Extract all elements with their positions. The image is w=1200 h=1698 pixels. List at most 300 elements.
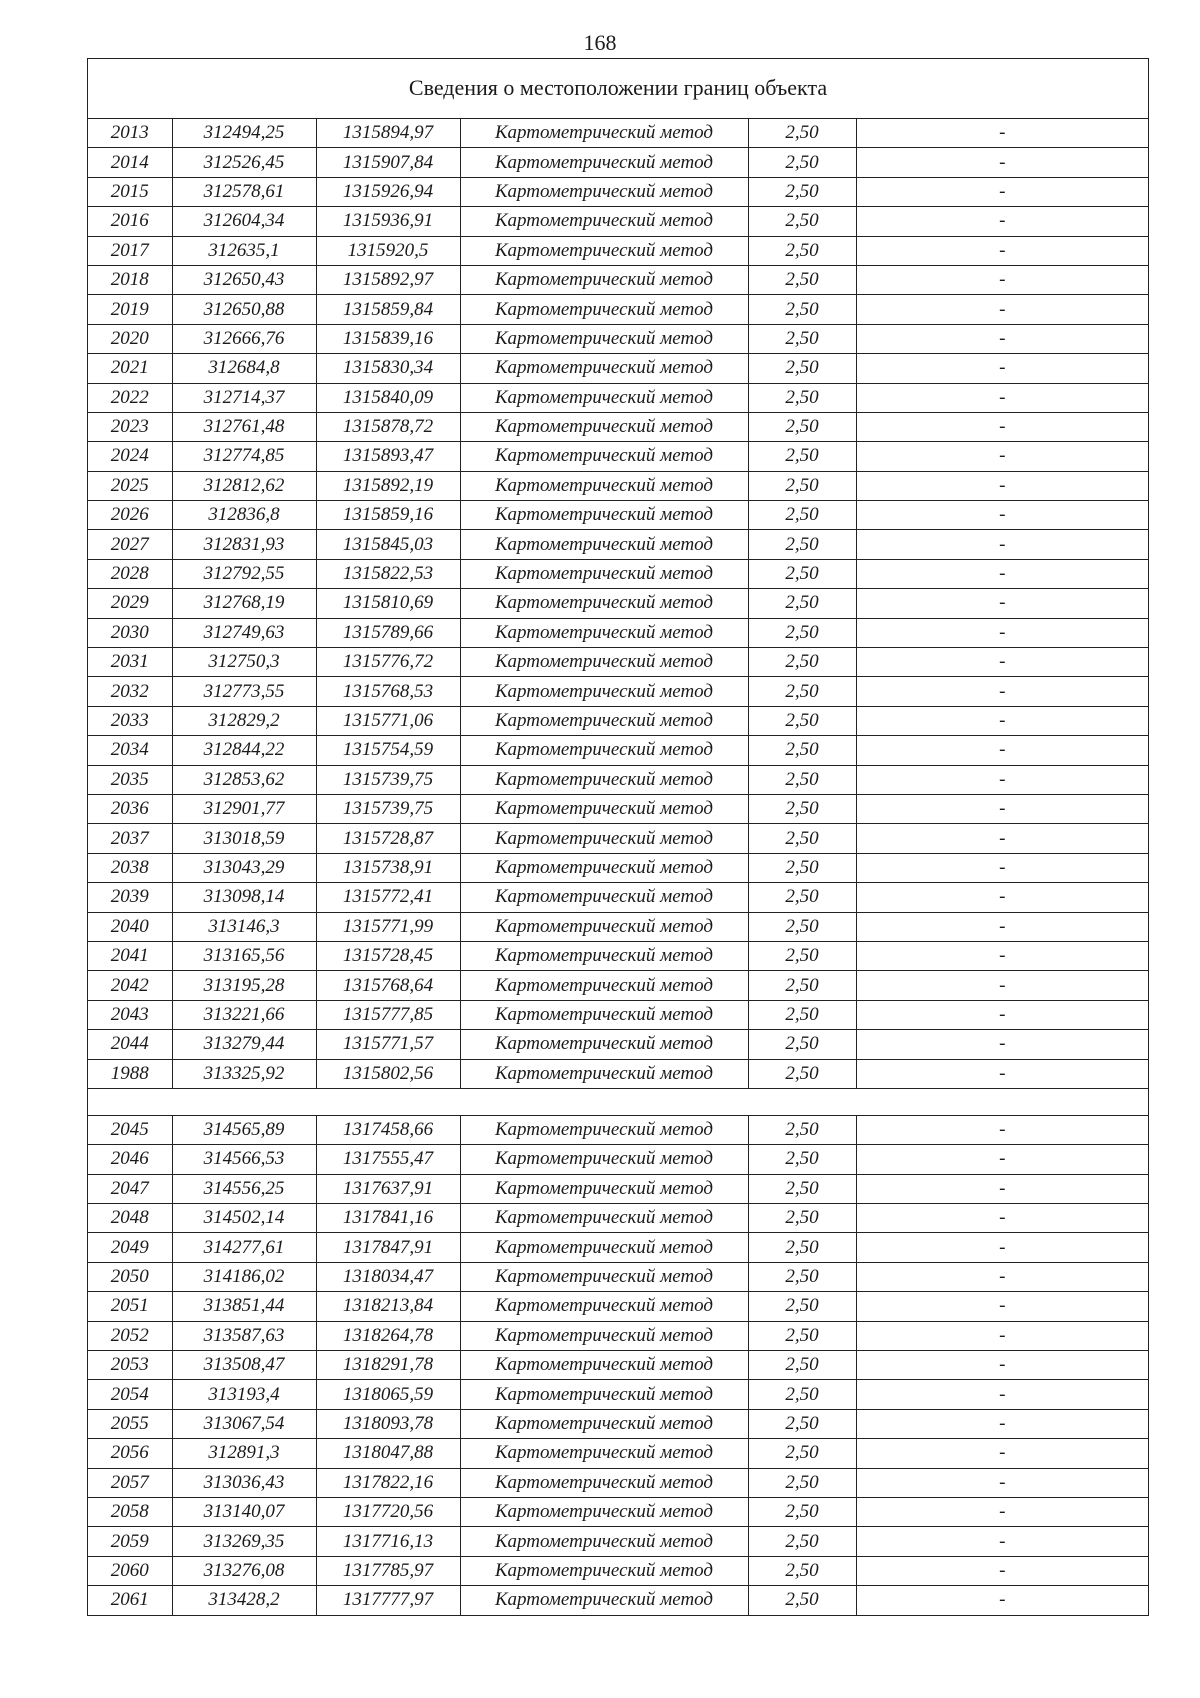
description-cell: -: [856, 765, 1148, 794]
description-cell: -: [856, 295, 1148, 324]
x-coordinate-cell: 312635,1: [172, 236, 316, 265]
accuracy-cell: 2,50: [748, 1000, 856, 1029]
method-cell: Картометрический метод: [460, 501, 748, 530]
table-row: [88, 354, 1148, 383]
x-coordinate-cell: 312578,61: [172, 177, 316, 206]
method-cell: Картометрический метод: [460, 177, 748, 206]
description-cell: -: [856, 941, 1148, 970]
section-separator-row: [88, 1088, 1148, 1115]
description-cell: -: [856, 354, 1148, 383]
method-cell: Картометрический метод: [460, 794, 748, 823]
x-coordinate-cell: 312750,3: [172, 648, 316, 677]
point-number-cell: 2031: [88, 648, 172, 677]
table-row: [88, 295, 1148, 324]
x-coordinate-cell: 312604,34: [172, 207, 316, 236]
point-number-cell: 1988: [88, 1059, 172, 1088]
accuracy-cell: 2,50: [748, 1204, 856, 1233]
accuracy-cell: 2,50: [748, 1262, 856, 1291]
table-row: [88, 1556, 1148, 1585]
x-coordinate-cell: 314186,02: [172, 1262, 316, 1291]
y-coordinate-cell: 1315859,84: [316, 295, 460, 324]
x-coordinate-cell: 312650,43: [172, 265, 316, 294]
point-number-cell: 2023: [88, 412, 172, 441]
description-cell: -: [856, 736, 1148, 765]
point-number-cell: 2019: [88, 295, 172, 324]
table-row: [88, 677, 1148, 706]
accuracy-cell: 2,50: [748, 1439, 856, 1468]
accuracy-cell: 2,50: [748, 1292, 856, 1321]
point-number-cell: 2058: [88, 1497, 172, 1526]
point-number-cell: 2041: [88, 941, 172, 970]
accuracy-cell: 2,50: [748, 295, 856, 324]
method-cell: Картометрический метод: [460, 971, 748, 1000]
method-cell: Картометрический метод: [460, 1000, 748, 1029]
y-coordinate-cell: 1315859,16: [316, 501, 460, 530]
accuracy-cell: 2,50: [748, 1586, 856, 1615]
method-cell: Картометрический метод: [460, 765, 748, 794]
accuracy-cell: 2,50: [748, 119, 856, 148]
description-cell: -: [856, 589, 1148, 618]
method-cell: Картометрический метод: [460, 1380, 748, 1409]
point-number-cell: 2028: [88, 559, 172, 588]
method-cell: Картометрический метод: [460, 295, 748, 324]
y-coordinate-cell: 1315739,75: [316, 765, 460, 794]
table-row: [88, 912, 1148, 941]
accuracy-cell: 2,50: [748, 471, 856, 500]
description-cell: -: [856, 559, 1148, 588]
section-separator-cell: [88, 1088, 1148, 1115]
x-coordinate-cell: 312714,37: [172, 383, 316, 412]
description-cell: -: [856, 971, 1148, 1000]
x-coordinate-cell: 313279,44: [172, 1030, 316, 1059]
point-number-cell: 2016: [88, 207, 172, 236]
accuracy-cell: 2,50: [748, 1233, 856, 1262]
method-cell: Картометрический метод: [460, 677, 748, 706]
description-cell: -: [856, 177, 1148, 206]
table-row: [88, 1497, 1148, 1526]
description-cell: -: [856, 148, 1148, 177]
description-cell: -: [856, 236, 1148, 265]
y-coordinate-cell: 1315728,87: [316, 824, 460, 853]
method-cell: Картометрический метод: [460, 119, 748, 148]
point-number-cell: 2055: [88, 1409, 172, 1438]
point-number-cell: 2052: [88, 1321, 172, 1350]
description-cell: -: [856, 442, 1148, 471]
point-number-cell: 2050: [88, 1262, 172, 1291]
table-row: [88, 1351, 1148, 1380]
accuracy-cell: 2,50: [748, 618, 856, 647]
description-cell: -: [856, 501, 1148, 530]
method-cell: Картометрический метод: [460, 706, 748, 735]
table-row: [88, 1174, 1148, 1203]
x-coordinate-cell: 313508,47: [172, 1351, 316, 1380]
point-number-cell: 2056: [88, 1439, 172, 1468]
description-cell: -: [856, 1262, 1148, 1291]
method-cell: Картометрический метод: [460, 1321, 748, 1350]
table-row: [88, 1204, 1148, 1233]
point-number-cell: 2030: [88, 618, 172, 647]
description-cell: -: [856, 265, 1148, 294]
description-cell: -: [856, 530, 1148, 559]
x-coordinate-cell: 314556,25: [172, 1174, 316, 1203]
point-number-cell: 2025: [88, 471, 172, 500]
table-row: [88, 971, 1148, 1000]
y-coordinate-cell: 1315894,97: [316, 119, 460, 148]
point-number-cell: 2054: [88, 1380, 172, 1409]
y-coordinate-cell: 1317822,16: [316, 1468, 460, 1497]
accuracy-cell: 2,50: [748, 589, 856, 618]
method-cell: Картометрический метод: [460, 1233, 748, 1262]
description-cell: -: [856, 471, 1148, 500]
point-number-cell: 2040: [88, 912, 172, 941]
x-coordinate-cell: 312853,62: [172, 765, 316, 794]
table-row: [88, 207, 1148, 236]
x-coordinate-cell: 312773,55: [172, 677, 316, 706]
accuracy-cell: 2,50: [748, 794, 856, 823]
x-coordinate-cell: 312891,3: [172, 1439, 316, 1468]
description-cell: -: [856, 1497, 1148, 1526]
method-cell: Картометрический метод: [460, 1497, 748, 1526]
method-cell: Картометрический метод: [460, 648, 748, 677]
point-number-cell: 2024: [88, 442, 172, 471]
accuracy-cell: 2,50: [748, 265, 856, 294]
table-row: [88, 1059, 1148, 1088]
y-coordinate-cell: 1318291,78: [316, 1351, 460, 1380]
method-cell: Картометрический метод: [460, 1351, 748, 1380]
accuracy-cell: 2,50: [748, 765, 856, 794]
point-number-cell: 2033: [88, 706, 172, 735]
point-number-cell: 2053: [88, 1351, 172, 1380]
y-coordinate-cell: 1315936,91: [316, 207, 460, 236]
point-number-cell: 2014: [88, 148, 172, 177]
table-row: [88, 736, 1148, 765]
description-cell: -: [856, 1586, 1148, 1615]
x-coordinate-cell: 312768,19: [172, 589, 316, 618]
x-coordinate-cell: 313067,54: [172, 1409, 316, 1438]
method-cell: Картометрический метод: [460, 1115, 748, 1144]
coordinates-table: [88, 119, 1148, 1615]
y-coordinate-cell: 1318264,78: [316, 1321, 460, 1350]
accuracy-cell: 2,50: [748, 1115, 856, 1144]
y-coordinate-cell: 1317716,13: [316, 1527, 460, 1556]
method-cell: Картометрический метод: [460, 883, 748, 912]
accuracy-cell: 2,50: [748, 383, 856, 412]
accuracy-cell: 2,50: [748, 442, 856, 471]
y-coordinate-cell: 1315771,99: [316, 912, 460, 941]
description-cell: -: [856, 1174, 1148, 1203]
y-coordinate-cell: 1315845,03: [316, 530, 460, 559]
description-cell: -: [856, 912, 1148, 941]
table-row: [88, 1233, 1148, 1262]
description-cell: -: [856, 412, 1148, 441]
y-coordinate-cell: 1315830,34: [316, 354, 460, 383]
accuracy-cell: 2,50: [748, 1059, 856, 1088]
y-coordinate-cell: 1317637,91: [316, 1174, 460, 1203]
y-coordinate-cell: 1315789,66: [316, 618, 460, 647]
point-number-cell: 2051: [88, 1292, 172, 1321]
description-cell: -: [856, 1380, 1148, 1409]
y-coordinate-cell: 1318034,47: [316, 1262, 460, 1291]
table-row: [88, 1527, 1148, 1556]
point-number-cell: 2048: [88, 1204, 172, 1233]
y-coordinate-cell: 1318065,59: [316, 1380, 460, 1409]
table-row: [88, 119, 1148, 148]
x-coordinate-cell: 312829,2: [172, 706, 316, 735]
description-cell: -: [856, 119, 1148, 148]
y-coordinate-cell: 1317785,97: [316, 1556, 460, 1585]
method-cell: Картометрический метод: [460, 442, 748, 471]
y-coordinate-cell: 1315920,5: [316, 236, 460, 265]
y-coordinate-cell: 1315926,94: [316, 177, 460, 206]
table-row: [88, 1292, 1148, 1321]
table-row: [88, 648, 1148, 677]
point-number-cell: 2017: [88, 236, 172, 265]
y-coordinate-cell: 1315822,53: [316, 559, 460, 588]
x-coordinate-cell: 312494,25: [172, 119, 316, 148]
method-cell: Картометрический метод: [460, 383, 748, 412]
table-row: [88, 853, 1148, 882]
table-row: [88, 589, 1148, 618]
x-coordinate-cell: 312526,45: [172, 148, 316, 177]
y-coordinate-cell: 1317555,47: [316, 1145, 460, 1174]
accuracy-cell: 2,50: [748, 1174, 856, 1203]
description-cell: -: [856, 1351, 1148, 1380]
accuracy-cell: 2,50: [748, 1030, 856, 1059]
description-cell: -: [856, 1115, 1148, 1144]
table-row: [88, 824, 1148, 853]
x-coordinate-cell: 312761,48: [172, 412, 316, 441]
x-coordinate-cell: 312844,22: [172, 736, 316, 765]
x-coordinate-cell: 312749,63: [172, 618, 316, 647]
accuracy-cell: 2,50: [748, 853, 856, 882]
table-row: [88, 1586, 1148, 1615]
table-row: [88, 1145, 1148, 1174]
method-cell: Картометрический метод: [460, 1030, 748, 1059]
accuracy-cell: 2,50: [748, 501, 856, 530]
method-cell: Картометрический метод: [460, 1409, 748, 1438]
y-coordinate-cell: 1315768,53: [316, 677, 460, 706]
y-coordinate-cell: 1315892,19: [316, 471, 460, 500]
table-row: [88, 1468, 1148, 1497]
y-coordinate-cell: 1315907,84: [316, 148, 460, 177]
x-coordinate-cell: 313036,43: [172, 1468, 316, 1497]
coordinates-sheet: [87, 58, 1149, 1616]
y-coordinate-cell: 1315754,59: [316, 736, 460, 765]
point-number-cell: 2059: [88, 1527, 172, 1556]
accuracy-cell: 2,50: [748, 736, 856, 765]
accuracy-cell: 2,50: [748, 677, 856, 706]
table-row: [88, 883, 1148, 912]
method-cell: Картометрический метод: [460, 471, 748, 500]
x-coordinate-cell: 312774,85: [172, 442, 316, 471]
description-cell: -: [856, 1292, 1148, 1321]
x-coordinate-cell: 313587,63: [172, 1321, 316, 1350]
table-row: [88, 794, 1148, 823]
method-cell: Картометрический метод: [460, 589, 748, 618]
y-coordinate-cell: 1317777,97: [316, 1586, 460, 1615]
method-cell: Картометрический метод: [460, 148, 748, 177]
point-number-cell: 2049: [88, 1233, 172, 1262]
description-cell: -: [856, 1556, 1148, 1585]
accuracy-cell: 2,50: [748, 148, 856, 177]
y-coordinate-cell: 1315771,57: [316, 1030, 460, 1059]
method-cell: Картометрический метод: [460, 736, 748, 765]
method-cell: Картометрический метод: [460, 824, 748, 853]
accuracy-cell: 2,50: [748, 412, 856, 441]
y-coordinate-cell: 1317847,91: [316, 1233, 460, 1262]
method-cell: Картометрический метод: [460, 941, 748, 970]
method-cell: Картометрический метод: [460, 1439, 748, 1468]
table-row: [88, 1000, 1148, 1029]
accuracy-cell: 2,50: [748, 1351, 856, 1380]
description-cell: -: [856, 648, 1148, 677]
description-cell: -: [856, 1204, 1148, 1233]
point-number-cell: 2044: [88, 1030, 172, 1059]
point-number-cell: 2026: [88, 501, 172, 530]
description-cell: -: [856, 677, 1148, 706]
y-coordinate-cell: 1315892,97: [316, 265, 460, 294]
point-number-cell: 2018: [88, 265, 172, 294]
accuracy-cell: 2,50: [748, 559, 856, 588]
accuracy-cell: 2,50: [748, 1468, 856, 1497]
y-coordinate-cell: 1317720,56: [316, 1497, 460, 1526]
description-cell: -: [856, 207, 1148, 236]
accuracy-cell: 2,50: [748, 883, 856, 912]
description-cell: -: [856, 1527, 1148, 1556]
x-coordinate-cell: 314277,61: [172, 1233, 316, 1262]
accuracy-cell: 2,50: [748, 912, 856, 941]
point-number-cell: 2060: [88, 1556, 172, 1585]
x-coordinate-cell: 313018,59: [172, 824, 316, 853]
method-cell: Картометрический метод: [460, 236, 748, 265]
x-coordinate-cell: 313221,66: [172, 1000, 316, 1029]
description-cell: -: [856, 794, 1148, 823]
x-coordinate-cell: 313193,4: [172, 1380, 316, 1409]
table-row: [88, 383, 1148, 412]
point-number-cell: 2020: [88, 324, 172, 353]
description-cell: -: [856, 853, 1148, 882]
x-coordinate-cell: 312831,93: [172, 530, 316, 559]
accuracy-cell: 2,50: [748, 530, 856, 559]
method-cell: Картометрический метод: [460, 1586, 748, 1615]
x-coordinate-cell: 313325,92: [172, 1059, 316, 1088]
y-coordinate-cell: 1315840,09: [316, 383, 460, 412]
table-row: [88, 1409, 1148, 1438]
table-row: [88, 1380, 1148, 1409]
coordinates-table-body: [88, 119, 1148, 1615]
method-cell: Картометрический метод: [460, 559, 748, 588]
table-row: [88, 559, 1148, 588]
point-number-cell: 2027: [88, 530, 172, 559]
x-coordinate-cell: 313195,28: [172, 971, 316, 1000]
table-row: [88, 501, 1148, 530]
method-cell: Картометрический метод: [460, 1527, 748, 1556]
table-row: [88, 1030, 1148, 1059]
y-coordinate-cell: 1318213,84: [316, 1292, 460, 1321]
method-cell: Картометрический метод: [460, 853, 748, 882]
x-coordinate-cell: 312684,8: [172, 354, 316, 383]
description-cell: -: [856, 383, 1148, 412]
table-row: [88, 941, 1148, 970]
y-coordinate-cell: 1317841,16: [316, 1204, 460, 1233]
description-cell: -: [856, 324, 1148, 353]
table-title: Сведения о местоположении границ объекта: [88, 59, 1148, 119]
y-coordinate-cell: 1315810,69: [316, 589, 460, 618]
point-number-cell: 2032: [88, 677, 172, 706]
description-cell: -: [856, 1000, 1148, 1029]
description-cell: -: [856, 824, 1148, 853]
y-coordinate-cell: 1315776,72: [316, 648, 460, 677]
x-coordinate-cell: 312666,76: [172, 324, 316, 353]
table-row: [88, 148, 1148, 177]
point-number-cell: 2045: [88, 1115, 172, 1144]
x-coordinate-cell: 312650,88: [172, 295, 316, 324]
point-number-cell: 2037: [88, 824, 172, 853]
point-number-cell: 2035: [88, 765, 172, 794]
x-coordinate-cell: 313146,3: [172, 912, 316, 941]
x-coordinate-cell: 313165,56: [172, 941, 316, 970]
accuracy-cell: 2,50: [748, 1380, 856, 1409]
method-cell: Картометрический метод: [460, 1262, 748, 1291]
y-coordinate-cell: 1315738,91: [316, 853, 460, 882]
method-cell: Картометрический метод: [460, 412, 748, 441]
accuracy-cell: 2,50: [748, 1409, 856, 1438]
table-row: [88, 765, 1148, 794]
y-coordinate-cell: 1318093,78: [316, 1409, 460, 1438]
accuracy-cell: 2,50: [748, 177, 856, 206]
table-row: [88, 706, 1148, 735]
y-coordinate-cell: 1315739,75: [316, 794, 460, 823]
method-cell: Картометрический метод: [460, 1556, 748, 1585]
description-cell: -: [856, 1439, 1148, 1468]
description-cell: -: [856, 706, 1148, 735]
accuracy-cell: 2,50: [748, 1321, 856, 1350]
description-cell: -: [856, 1059, 1148, 1088]
description-cell: -: [856, 618, 1148, 647]
method-cell: Картометрический метод: [460, 1468, 748, 1497]
accuracy-cell: 2,50: [748, 236, 856, 265]
x-coordinate-cell: 314565,89: [172, 1115, 316, 1144]
table-row: [88, 1439, 1148, 1468]
x-coordinate-cell: 312836,8: [172, 501, 316, 530]
point-number-cell: 2015: [88, 177, 172, 206]
method-cell: Картометрический метод: [460, 618, 748, 647]
y-coordinate-cell: 1315878,72: [316, 412, 460, 441]
accuracy-cell: 2,50: [748, 207, 856, 236]
y-coordinate-cell: 1315728,45: [316, 941, 460, 970]
accuracy-cell: 2,50: [748, 941, 856, 970]
method-cell: Картометрический метод: [460, 1174, 748, 1203]
y-coordinate-cell: 1315772,41: [316, 883, 460, 912]
point-number-cell: 2043: [88, 1000, 172, 1029]
x-coordinate-cell: 313269,35: [172, 1527, 316, 1556]
x-coordinate-cell: 313098,14: [172, 883, 316, 912]
table-row: [88, 1262, 1148, 1291]
point-number-cell: 2013: [88, 119, 172, 148]
method-cell: Картометрический метод: [460, 1145, 748, 1174]
point-number-cell: 2061: [88, 1586, 172, 1615]
point-number-cell: 2021: [88, 354, 172, 383]
accuracy-cell: 2,50: [748, 1527, 856, 1556]
accuracy-cell: 2,50: [748, 1497, 856, 1526]
point-number-cell: 2057: [88, 1468, 172, 1497]
x-coordinate-cell: 313140,07: [172, 1497, 316, 1526]
y-coordinate-cell: 1315768,64: [316, 971, 460, 1000]
y-coordinate-cell: 1315802,56: [316, 1059, 460, 1088]
method-cell: Картометрический метод: [460, 207, 748, 236]
method-cell: Картометрический метод: [460, 324, 748, 353]
description-cell: -: [856, 883, 1148, 912]
